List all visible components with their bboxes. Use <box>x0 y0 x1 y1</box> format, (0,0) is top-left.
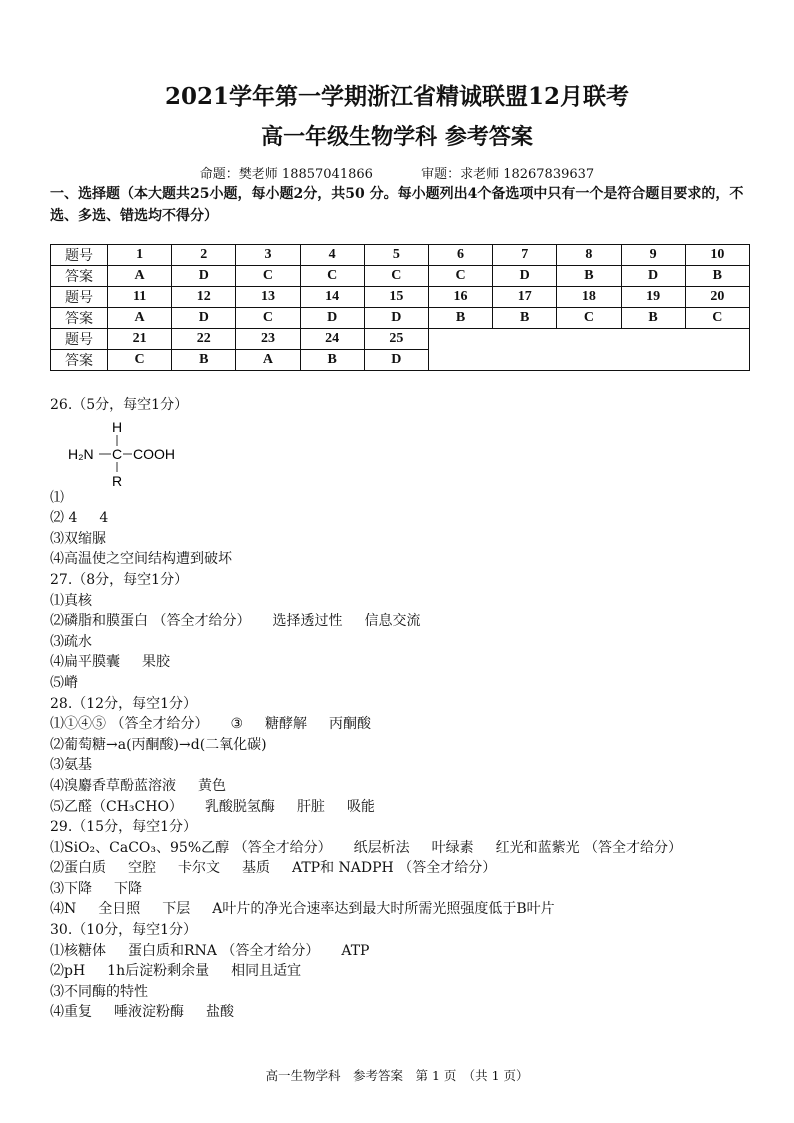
answer-line <box>50 858 770 879</box>
answer-text: 相同且适宜 <box>231 963 302 980</box>
question-number-cell: 10 <box>685 245 749 266</box>
formula-amino: H₂N <box>68 445 94 462</box>
answer-text: ⑴SiO₂、CaCO₃、95%乙醇 （答全才给分） <box>50 839 332 856</box>
reviewer: 审题：求老师 18267839637 <box>421 167 595 182</box>
answer-cell: B <box>621 308 685 329</box>
answer-text: 选择透过性 <box>272 613 343 630</box>
question-number-cell: 25 <box>364 329 428 350</box>
answer-line <box>50 797 770 818</box>
answer-text: 29.（15分，每空1分） <box>50 819 197 836</box>
answer-text: 26.（5分，每空1分） <box>50 397 189 413</box>
answer-text: 4 <box>99 510 109 527</box>
answer-line <box>50 591 770 612</box>
row-label: 答案 <box>51 266 108 287</box>
page-subtitle: 高一年级生物学科 参考答案 <box>261 124 533 150</box>
answer-text: 28.（12分，每空1分） <box>50 695 197 712</box>
answer-cell: A <box>108 266 172 287</box>
answer-cell: B <box>300 350 364 371</box>
answer-cell: B <box>493 308 557 329</box>
answer-line <box>50 1002 770 1023</box>
answer-line <box>50 961 770 982</box>
answer-text: ⑶下降 <box>50 880 92 897</box>
row-label: 答案 <box>51 308 108 329</box>
answer-cell: D <box>364 308 428 329</box>
question-number-cell: 17 <box>493 287 557 308</box>
question-number-cell: 12 <box>172 287 236 308</box>
answer-cell: C <box>685 308 749 329</box>
answer-text: ⑶疏水 <box>50 633 92 650</box>
answer-text: 果胶 <box>142 654 170 671</box>
answer-line <box>50 899 770 920</box>
question-number-cell: 8 <box>557 245 621 266</box>
answer-line <box>50 611 770 632</box>
question-number-cell: 19 <box>621 287 685 308</box>
answer-line <box>50 838 770 859</box>
question-number-cell: 5 <box>364 245 428 266</box>
answer-text: ⑶氨基 <box>50 757 92 774</box>
formula-h: H <box>112 418 123 435</box>
answer-cell: D <box>621 266 685 287</box>
answer-text: 信息交流 <box>364 613 421 630</box>
answer-text: 30.（10分，每空1分） <box>50 922 197 939</box>
answer-list <box>50 395 770 1023</box>
question-number-cell: 9 <box>621 245 685 266</box>
answer-table <box>50 244 750 371</box>
answer-cell: D <box>493 266 557 287</box>
answer-line <box>50 941 770 962</box>
formula-carboxyl: COOH <box>133 445 175 462</box>
answer-text: 蛋白质和RNA （答全才给分） <box>128 942 320 959</box>
answer-line <box>50 776 770 797</box>
answer-line <box>50 529 770 550</box>
question-number-cell: 4 <box>300 245 364 266</box>
answer-cell: D <box>172 308 236 329</box>
answer-text: 27.（8分，每空1分） <box>50 571 189 588</box>
answer-line <box>50 982 770 1003</box>
answer-text: 盐酸 <box>206 1004 234 1021</box>
answer-text: ⑷扁平膜囊 <box>50 654 120 671</box>
answer-line <box>50 549 770 570</box>
answer-line <box>50 632 770 653</box>
section-intro: 一、选择题（本大题共25小题，每小题2分，共50 分。每小题列出4个备选项中只有一个是符合题目要求的，不选、多选、错选均不得分） <box>50 186 744 224</box>
answer-text: ⑵葡萄糖→a(丙酮酸)→d(二氧化碳) <box>50 736 267 753</box>
answer-text: 下降 <box>114 880 142 897</box>
question-number-cell: 7 <box>493 245 557 266</box>
row-label: 答案 <box>51 350 108 371</box>
answer-text: 丙酮酸 <box>329 716 372 733</box>
answer-text: ⑴真核 <box>50 592 92 609</box>
answer-line <box>50 879 770 900</box>
answer-text: ⑵磷脂和膜蛋白 （答全才给分） <box>50 613 251 630</box>
answer-text: 叶绿素 <box>431 839 474 856</box>
answer-row <box>51 266 750 287</box>
question-number-cell: 24 <box>300 329 364 350</box>
question-number-cell: 14 <box>300 287 364 308</box>
answer-text: A叶片的净光合速率达到最大时所需光照强度低于B叶片 <box>212 901 555 918</box>
answer-text: ③ <box>230 716 244 733</box>
answer-cell: C <box>300 266 364 287</box>
answer-line <box>50 570 770 591</box>
question-number-row <box>51 245 750 266</box>
answer-cell: B <box>685 266 749 287</box>
row-label: 题号 <box>51 245 108 266</box>
amino-acid-formula-figure <box>64 416 194 488</box>
answer-text: 基质 <box>242 860 270 877</box>
question-number-cell: 15 <box>364 287 428 308</box>
answer-text: 唾液淀粉酶 <box>114 1004 184 1021</box>
answer-text: ⑷N <box>50 901 77 918</box>
answer-text: ATP <box>341 942 370 959</box>
answer-line <box>50 817 770 838</box>
amino-acid-structure <box>50 416 770 488</box>
page-footer: 高一生物学科 参考答案 第 1 页 （共 1 页） <box>265 1068 529 1083</box>
answer-text: ⑵蛋白质 <box>50 860 106 877</box>
answer-row <box>51 308 750 329</box>
answer-cell: D <box>364 350 428 371</box>
answer-text: 吸能 <box>346 798 375 815</box>
question-number-cell: 13 <box>236 287 300 308</box>
question-number-cell: 16 <box>428 287 492 308</box>
answer-line <box>50 488 770 509</box>
question-number-cell: 1 <box>108 245 172 266</box>
answer-text: 乳酸脱氢酶 <box>204 798 275 815</box>
answer-text: 糖酵解 <box>265 716 308 733</box>
question-number-cell: 3 <box>236 245 300 266</box>
answer-cell: C <box>364 266 428 287</box>
question-number-cell: 18 <box>557 287 621 308</box>
answer-text: 黄色 <box>198 777 226 794</box>
answer-text: 肝脏 <box>296 798 325 815</box>
answer-text: ⑵pH <box>50 963 86 980</box>
question-number-row <box>51 329 750 350</box>
answer-text: 纸层析法 <box>353 839 410 856</box>
answer-text: ⑴ <box>50 489 64 506</box>
answer-text: 空腔 <box>128 860 156 877</box>
answer-cell: D <box>300 308 364 329</box>
answer-line <box>50 714 770 735</box>
answer-line <box>50 735 770 756</box>
formula-r: R <box>112 472 123 488</box>
answer-line <box>50 652 770 673</box>
answer-text: ⑸嵴 <box>50 674 78 691</box>
answer-cell: C <box>236 266 300 287</box>
setter: 命题：樊老师 18857041866 <box>199 167 373 182</box>
row-label: 题号 <box>51 329 108 350</box>
answer-cell: D <box>172 266 236 287</box>
answer-text: 全日照 <box>98 901 141 918</box>
formula-carbon: C <box>112 445 123 462</box>
answer-cell: A <box>108 308 172 329</box>
answer-cell: A <box>236 350 300 371</box>
question-number-cell: 20 <box>685 287 749 308</box>
empty-cell <box>428 329 749 371</box>
question-number-cell: 6 <box>428 245 492 266</box>
answer-cell: B <box>428 308 492 329</box>
answer-cell: B <box>557 266 621 287</box>
answer-cell: C <box>236 308 300 329</box>
question-number-cell: 23 <box>236 329 300 350</box>
answer-text: ⑶双缩脲 <box>50 530 106 547</box>
answer-text: 红光和蓝紫光 （答全才给分） <box>495 839 683 856</box>
answer-line <box>50 920 770 941</box>
question-number-cell: 2 <box>172 245 236 266</box>
answer-text: 下层 <box>162 901 191 918</box>
answer-text: ⑶不同酶的特性 <box>50 983 148 1000</box>
row-label: 题号 <box>51 287 108 308</box>
question-number-row <box>51 287 750 308</box>
question-number-cell: 11 <box>108 287 172 308</box>
answer-text: ⑷重复 <box>50 1004 92 1021</box>
answer-text: ⑴核糖体 <box>50 942 106 959</box>
question-number-cell: 21 <box>108 329 172 350</box>
author-line <box>0 163 794 182</box>
question-number-cell: 22 <box>172 329 236 350</box>
answer-line <box>50 755 770 776</box>
answer-text: 卡尔文 <box>178 860 220 877</box>
answer-text: ⑸乙醛（CH₃CHO） <box>50 798 183 815</box>
answer-line <box>50 508 770 529</box>
answer-text: ⑷溴麝香草酚蓝溶液 <box>50 777 176 794</box>
answer-cell: C <box>108 350 172 371</box>
answer-line <box>50 694 770 715</box>
answer-cell: C <box>557 308 621 329</box>
answer-cell: B <box>172 350 236 371</box>
answer-text: ⑴①④⑤ （答全才给分） <box>50 716 209 733</box>
answer-line <box>50 395 770 416</box>
answer-text: ⑵ 4 <box>50 510 78 527</box>
answer-text: ATP和 NADPH （答全才给分） <box>292 860 497 877</box>
answer-line <box>50 673 770 694</box>
page-title: 2021学年第一学期浙江省精诚联盟12月联考 <box>164 83 630 110</box>
answer-text: 1h后淀粉剩余量 <box>107 963 210 980</box>
answer-cell: C <box>428 266 492 287</box>
answer-text: ⑷高温使之空间结构遭到破坏 <box>50 551 232 568</box>
